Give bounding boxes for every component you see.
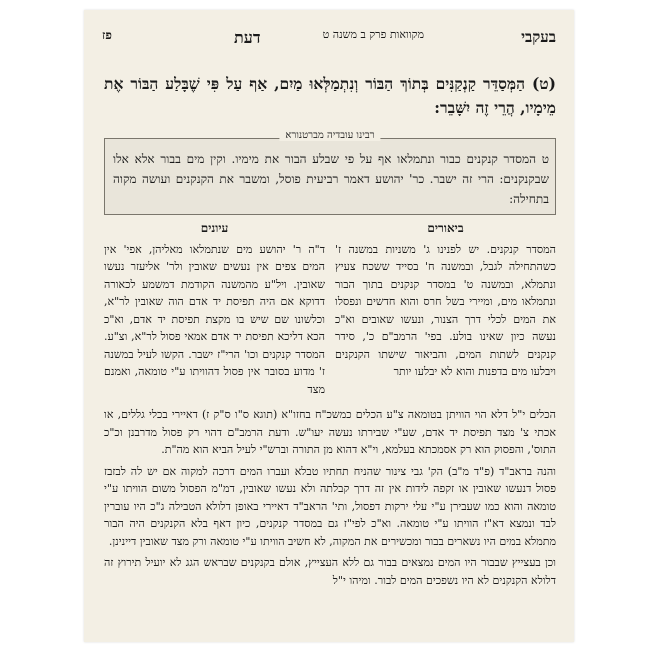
iyunim-column (104, 220, 325, 398)
discussion-paragraph: וכן בעצייץ שבבור היו המים נמצאים בבור גם ללא העצייץ, אולם בקנקנים שבראש הגג לא יועיל תירוץ זה דלולא הקנקנים לא היו נשפכים המים לבור. ומיהו י"ל (104, 556, 556, 587)
header-location: מקוואות פרק ב משנה ט (322, 28, 424, 41)
bartenura-box (104, 130, 556, 215)
page-header (84, 28, 574, 50)
discussion-section (104, 406, 556, 593)
bartenura-text: ט המסדר קנקנים כבור ונתמלאו אף על פי שבלע הבור את מימיו. וקין מים בבור אלא אלו שבקנקנים: הרי זה ישבר. כר' יהושע דאמר רביעית פוסל, ומשבר את הקנקנים ועושה מקוה בתחילה: (113, 152, 549, 206)
biurim-column (335, 220, 556, 381)
iyunim-title: עיונים (200, 221, 229, 235)
iyunim-text: ד"ה ר' יהושע מים שנתמלאו מאליהן, אפי' אין המים צפים אין נעשים שאובין ולר' אליעזר נעשו שאובין. ויל"ע מהמשנה הקודמת דמשמע לכאורה דדוקא אם היה תפיסת יד אדם הוה שאובין לר"א, וכלשונו שם שיש בו מקצת תפיסת יד אדם, וא"כ הכא דליכא תפיסת יד אדם אמאי פסול לר"א, וצ"ע. המסדר קנקנים וכו' הרי"ז ישבר. הקשו לעיל במשנה ז' מדוע בסובר אין פסול דהוויתו ע"י טומאה, ואמנם מצד (104, 242, 325, 396)
biurim-title: ביאורים (427, 221, 464, 235)
biurim-text: המסדר קנקנים. יש לפנינו ג' משניות במשנה ז' כשהתחילה לגבל, ובמשנה ח' בסייד ששכח צעיץ ונתמלא, ובמשנה ט' במסדר קנקנים בתוך הבור ונתמלאו מים, ומיירי בשל חרס והוא חדשים ונפסלו את המים לכלי דרך הצנור, ונעשו שאובים וא"כ נעשה כיון שאינו בולע. בפי' הרמב"ם כ', סידר קנקנים לשתות המים, והביאור שישתו הקנקנים ויבלעו מים בדפנות והוא לא יבלעו יותר (335, 242, 556, 378)
header-main-title: דעת (234, 28, 261, 47)
page-number: פז (102, 28, 112, 42)
mishna-text: (ט) הַמְּסַדֵּר קַנְקַנִּים בְּתוֹךְ הַבּוֹר וְנִתְמַלְּאוּ מַיִם, אַף עַל פִּי שֶׁבָּלַע הַבּוֹר אֶת מֵימָיו, הֲרֵי זֶה יִשָּׁבֵר: (104, 74, 556, 117)
discussion-paragraph: הכלים י"ל דלא הוי הוויתן בטומאה צ"ע הכלים כמשכ"ח בחזו"א (תוגא ס"ו ס"ק ז) דאיירי בכלי גללים, או אכתי צ' מצד תפיסת יד אדם, שע"י שבירתו נעשה יעו"ש. ודעת הרמב"ם דהוי רק פסול מדרבנן וכ"כ התוס', והפסוק הוא רק אסמכתא בעלמא, וי"א דהוא מן התורה וברש"י לעיל הביא הוא מה"ת. (104, 408, 556, 456)
header-book-title: בעקבי (521, 28, 556, 46)
book-page (84, 10, 574, 642)
bartenura-title: רבינו עובדיה מברטנורא (279, 130, 380, 141)
discussion-paragraph: והנה בראב"ד (פ"ד מ"ב) הק' גבי צינור שהניח תחתיו טבלא ועברו המים דרכה למקוה אם יש לה לבזבז פסול דנעשו שאובין או זקפה לידות אין זה דרך קבלתה ולא נעשו שאובין, דמ"מ הפסול משום הוויתו ע"י טומאה והוא כמו שעבירן ע"י עלי ירקות דפסול, ותי' הראב"ד דאיירי באופן דלולא הטבילה ג"כ היו עוברין לבד ונמצא דא"ז הוויתו ע"י טומאה. וא"כ לפי"ז גם במסדר קנקנים, כיון דאף בלא הקנקנים היה הבור מתמלא במים היו נשארים בבור ומכשירים את המקוה, לא חשיב הוויתו ע"י טומאה ורק מצד שאובין דיינינן. (104, 464, 556, 548)
